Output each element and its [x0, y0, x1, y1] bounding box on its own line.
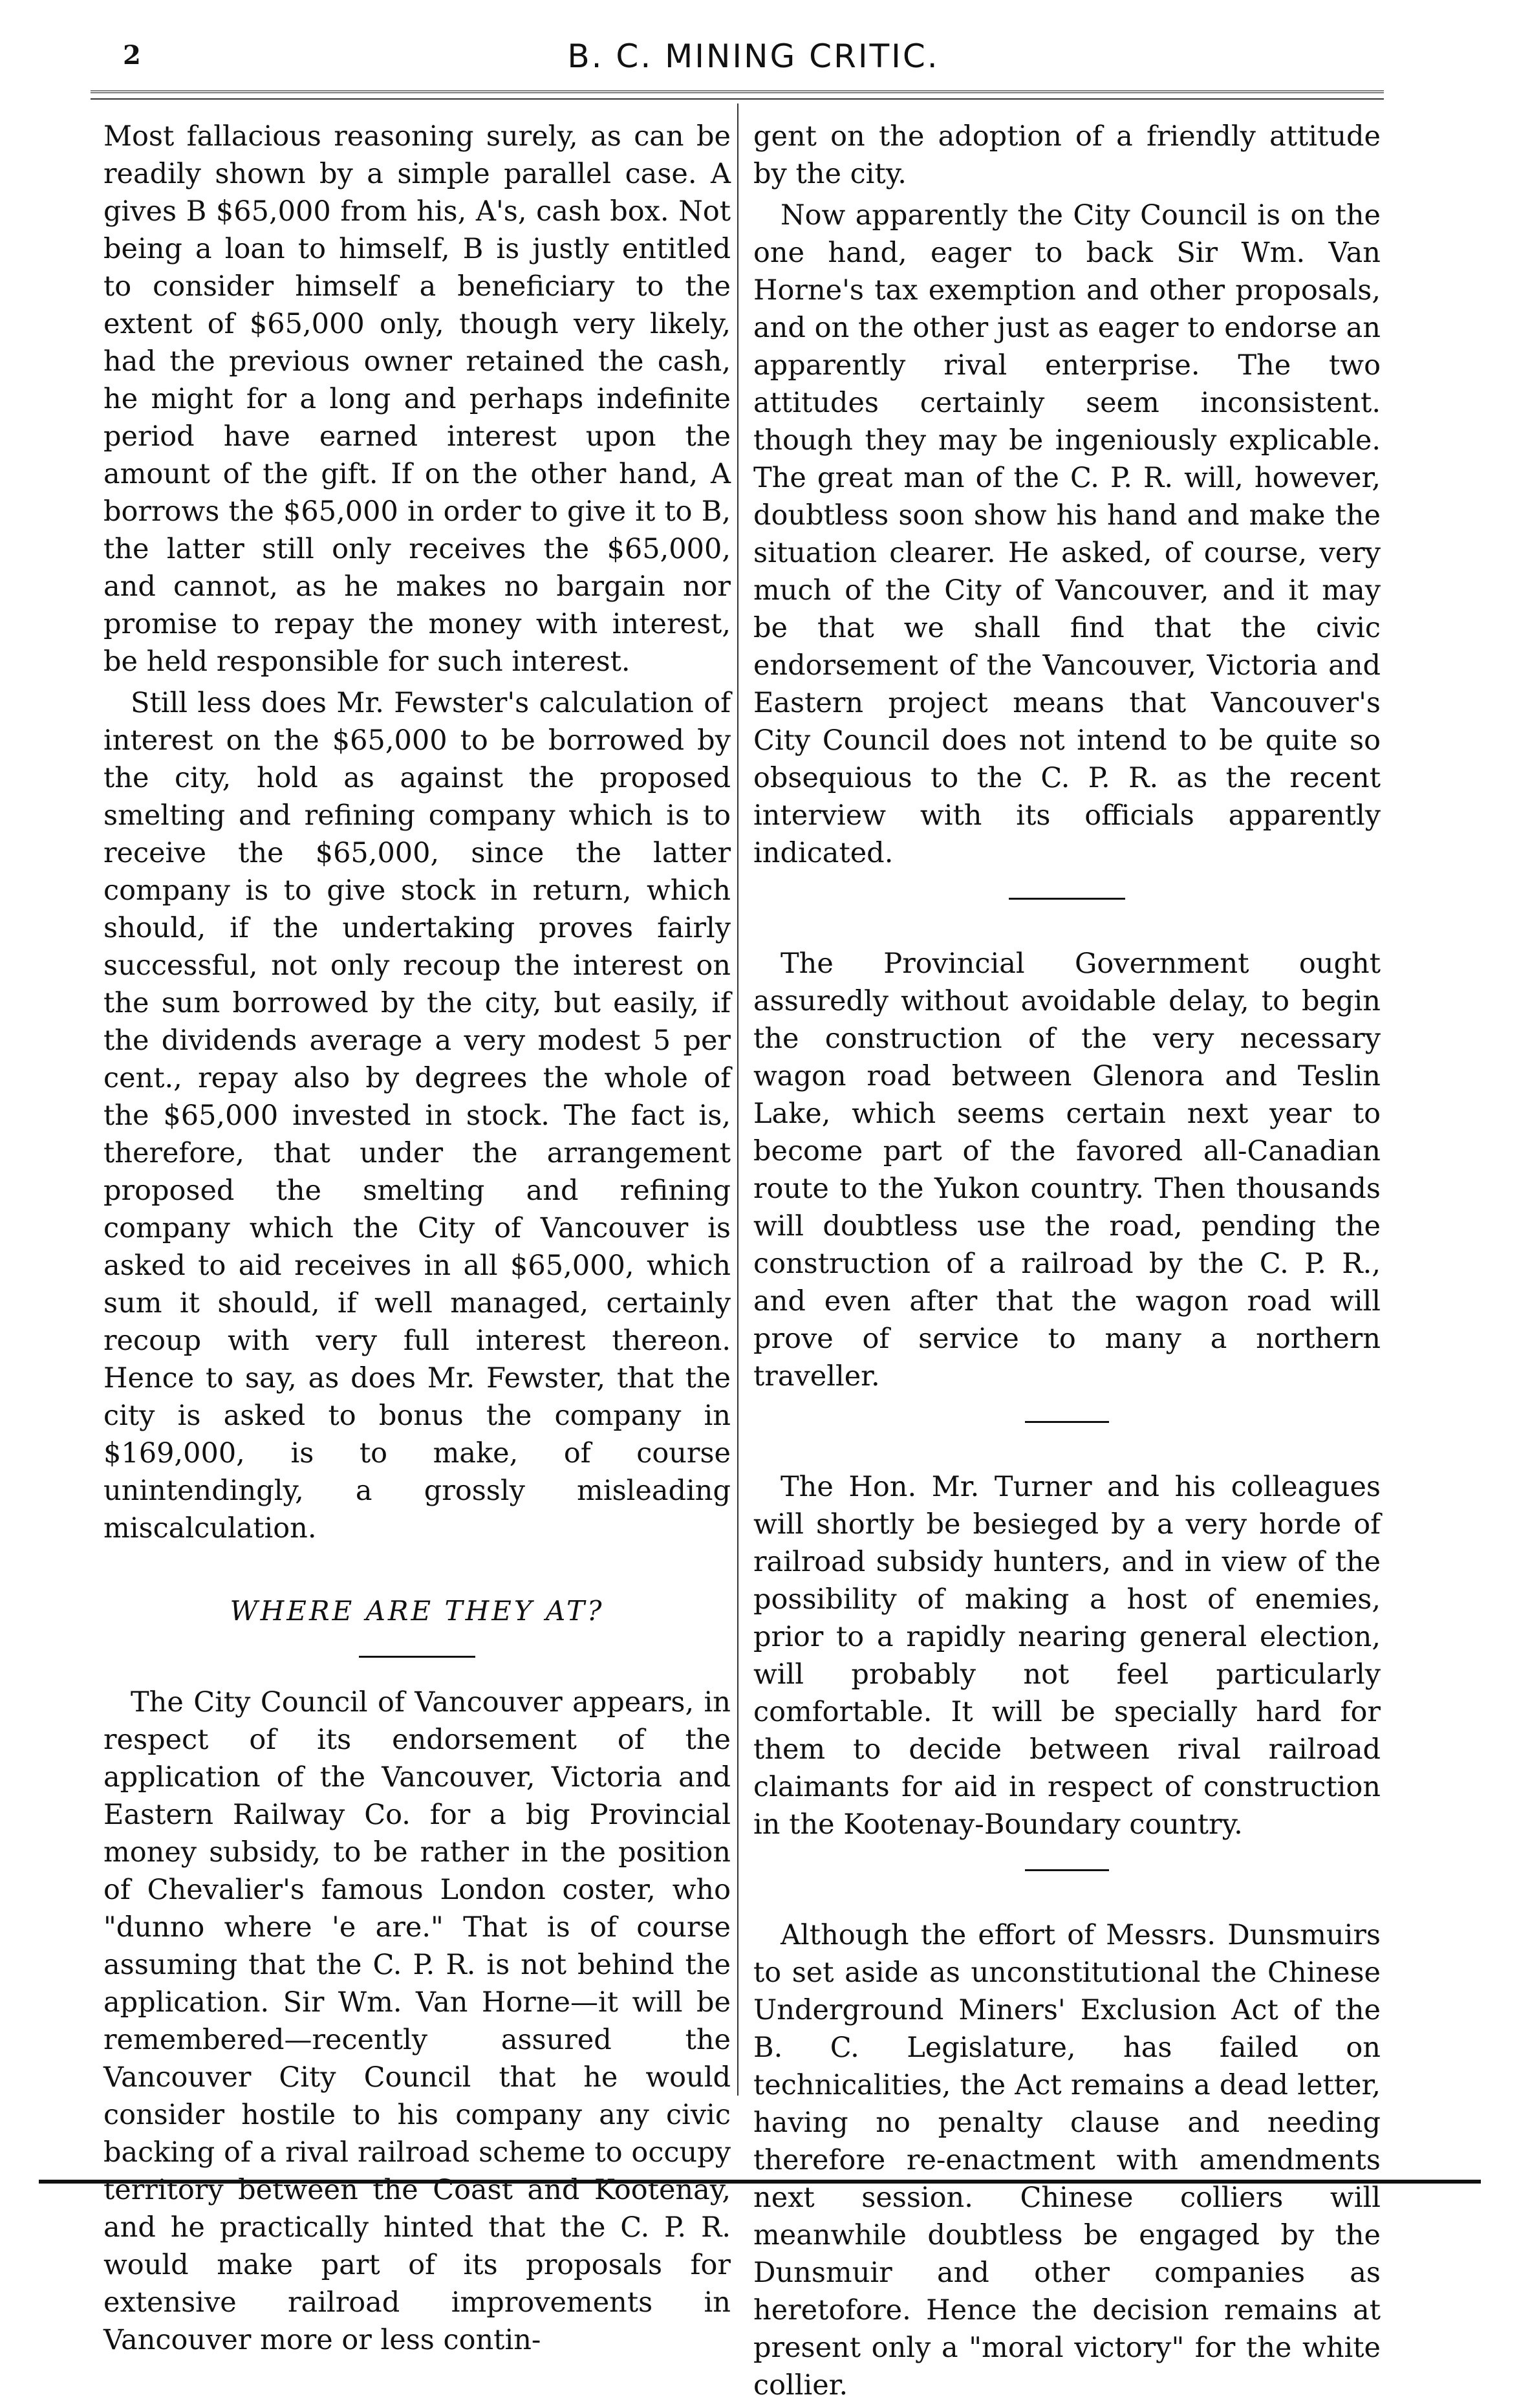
- right-column: [753, 118, 1381, 2408]
- section-heading: WHERE ARE THEY AT?: [230, 1595, 605, 1627]
- article-paragraph: The Hon. Mr. Turner and his colleagues will shortly be besieged by a very horde of railroad subsidy hunters, and in view of the possibility of making a host of enemies, prior to a rapidly nearing general election, will probably not feel particularly comfortable. It will be specially hard for them to decide between rival railroad claimants for aid in respect of construction in the Kootenay-Boundary country.: [753, 1471, 1381, 1841]
- section-rule: [359, 1656, 475, 1658]
- article-paragraph: The Provincial Government ought assuredly without avoidable delay, to begin the construction of the very necessary wagon road between Glenora and Teslin Lake, which seems certain next year to become part of the favored all-Canadian route to the Yukon country. Then thousands will doubtless use the road, pending the construction of a railroad by the C. P. R., and even after that the wagon road will prove of service to many a northern traveller.: [753, 948, 1381, 1393]
- article-paragraph: Still less does Mr. Fewster's calculation of interest on the $65,000 to be borrowed by the city, hold as against the proposed smelting and refining company which is to receive the $65,000, since the latter company is to give stock in return, which should, if the undertaking proves fairly successful, not only recoup the interest on the sum borrowed by the city, but easily, if the dividends average a very modest 5 per cent., repay also by degrees the whole of the $65,000 invested in stock. The fact is, therefore, that under the arrangement proposed the smelting and refining company which the City of Vancouver is asked to aid receives in all $65,000, which sum it should, if well managed, certainly recoup with very full interest thereon. Hence to say, as does Mr. Fewster, that the city is asked to bonus the company in $169,000, is to make, of course unintendingly, a grossly misleading miscalculation.: [103, 687, 731, 1545]
- page-header: [97, 34, 1410, 79]
- left-column: [103, 118, 731, 2363]
- article-paragraph: Now apparently the City Council is on the one hand, eager to back Sir Wm. Van Horne's tax exemption and other proposals, and on the other just as eager to endorse an apparently rival enterprise. The two attitudes certainly seem inconsistent. though they may be ingeniously explicable. The great man of the C. P. R. will, however, doubtless soon show his hand and make the situation clearer. He asked, of course, very much of the City of Vancouver, and it may be that we shall find that the civic endorsement of the Vancouver, Victoria and Eastern project means that Vancouver's City Council does not intend to be quite so obsequious to the C. P. R. as the recent interview with its officials apparently indicated.: [753, 199, 1381, 869]
- article-paragraph: gent on the adoption of a friendly attitude by the city.: [753, 120, 1381, 190]
- article-paragraph: Although the effort of Messrs. Dunsmuirs to set aside as unconstitutional the Chinese Underground Miners' Exclusion Act of the B. C. Legislature, has failed on technicalities, the Act remains a dead letter, having no penalty clause and needing therefore re-enactment with amendments next session. Chinese colliers will meanwhile doubtless be engaged by the Dunsmuir and other companies as heretofore. Hence the decision remains at present only a "moral victory" for the white collier.: [753, 1919, 1381, 2402]
- footer-rule: [39, 2180, 1481, 2184]
- masthead-title: B. C. MINING CRITIC.: [567, 38, 940, 75]
- section-rule: [1009, 898, 1125, 900]
- section-rule: [1025, 1421, 1109, 1423]
- section-rule: [1025, 1869, 1109, 1871]
- article-paragraph: Most fallacious reasoning surely, as can be readily shown by a simple parallel case. A gives B $65,000 from his, A's, cash box. Not being a loan to himself, B is justly entitled to consider himself a beneficiary to the extent of $65,000 only, though very likely, had the previous owner retained the cash, he might for a long and perhaps indefinite period have earned interest upon the amount of the gift. If on the other hand, A borrows the $65,000 in order to give it to B, the latter still only receives the $65,000, and cannot, as he makes no bargain nor promise to repay the money with interest, be held responsible for such interest.: [103, 120, 731, 678]
- header-rule: [91, 98, 1384, 100]
- page-number: 2: [123, 40, 141, 71]
- header-double-rule: [91, 91, 1384, 93]
- article-paragraph: The City Council of Vancouver appears, in respect of its endorsement of the application of the Vancouver, Victoria and Eastern Railway Co. for a big Provincial money subsidy, to be rather in the position of Chevalier's famous London coster, who "dunno where 'e are." That is of course assuming that the C. P. R. is not behind the application. Sir Wm. Van Horne—it will be remembered—recently assured the Vancouver City Council that he would consider hostile to his company any civic backing of a rival railroad scheme to occupy territory between the Coast and Kootenay, and he practically hinted that the C. P. R. would make part of its proposals for extensive railroad improvements in Vancouver more or less contin-: [103, 1686, 731, 2356]
- column-divider: [737, 103, 738, 2096]
